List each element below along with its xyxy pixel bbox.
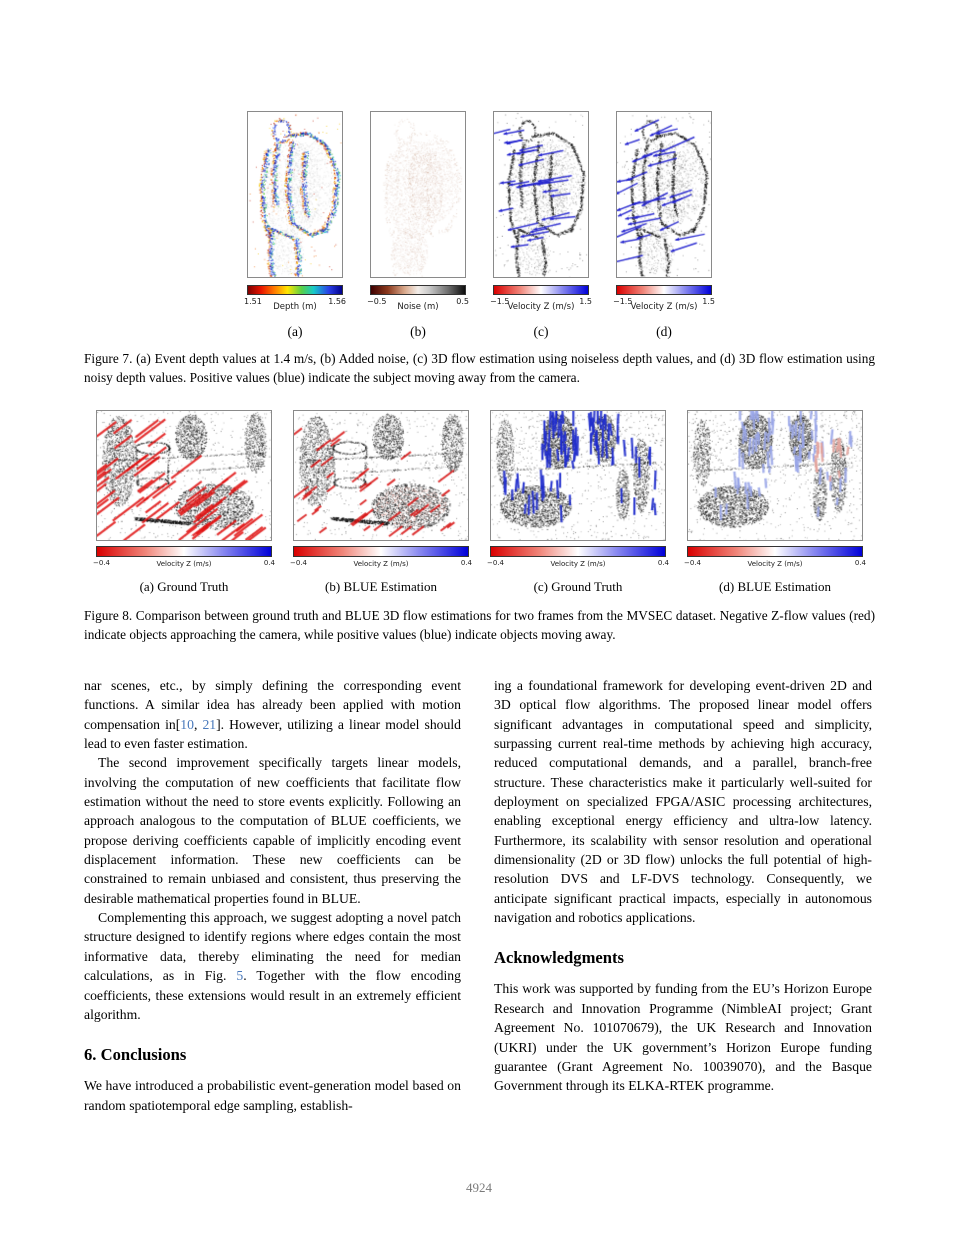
citation-link[interactable]: 21 [202,716,217,732]
page-number: 4924 [466,1180,492,1195]
velocity-colorbar-labels [490,296,592,313]
velocity-colorbar-labels [684,558,866,571]
paragraph [84,908,461,1024]
colorbar-label: Velocity Z (m/s) [507,301,575,312]
figure7-panel-b [367,111,469,340]
depth-colorbar [247,285,343,295]
noise-colorbar [370,285,466,295]
panel-sublabel: (b) [410,323,426,339]
velocity-colorbar [687,546,863,557]
colorbar-label: Noise (m) [397,301,439,312]
noise-image [370,111,466,278]
figure8-caption: Figure 8. Comparison between ground truth and BLUE 3D flow estimations for two frames from the MVSEC dataset. Negative Z-flow values (red) indicate objects approaching the camera, while positive values (blue) indicate objects moving away. [84,608,875,642]
figure7-panel-a [244,111,346,340]
ground-truth-image [490,410,666,541]
figure8 [93,410,866,595]
figure8-panel-d [684,410,866,595]
event-depth-image [247,111,343,278]
ground-truth-image [96,410,272,541]
velocity-colorbar-labels [93,558,275,571]
velocity-colorbar-labels [613,296,715,313]
noise-colorbar-labels [367,296,469,313]
colorbar-min-tick: −0.4 [290,558,307,567]
text-run: . Together with the flow encoding coefficients, these extensions would result in an extremely efficient algorithm. [84,968,461,1022]
panel-sublabel: (a) [287,323,303,339]
text-run: Complementing this approach, we suggest adopting a novel patch structure designed to identify regions where edges contain the most informative data, thereby eliminating the need for median calculations, as in Fig. [84,910,461,984]
panel-sublabel: (d) BLUE Estimation [719,578,831,594]
citation-link[interactable]: 5 [236,968,244,984]
figure7-caption: Figure 7. (a) Event depth values at 1.4 m/s, (b) Added noise, (c) 3D flow estimation using noiseless depth values, and (d) 3D flow estimation using noisy depth values. Positive values (blue) indicate the subject moving away from the camera. [84,351,875,385]
text-run: The second improvement specifically targets linear models, involving the computation of new coefficients that facilitate flow estimation without the need to store events explicitly. Following an approach analogous to the computation of BLUE coefficients, we propose deriving coefficients capable of implicitly encoding event displacement information. These new coefficients can be constrained to remain unbiased and consistent, thus preserving the desirable mathematical properties found in BLUE. [84,755,461,906]
flow-noisy-image [616,111,712,278]
colorbar-max-tick: 0.4 [263,558,275,567]
text-run: We have introduced a probabilistic event-generation model based on random spatiotemporal edge sampling, establish- [84,1078,461,1113]
citation-link[interactable]: 10 [180,716,194,732]
colorbar-max-tick: 0.4 [854,558,866,567]
colorbar-label: Velocity Z (m/s) [353,559,409,568]
velocity-colorbar [493,285,589,295]
figure7 [244,111,715,340]
figure8-panel-c [487,410,669,595]
velocity-colorbar-labels [290,558,472,571]
depth-colorbar-labels [244,296,346,313]
blue-estimation-image [687,410,863,541]
text-run: ing a foundational framework for developing event-driven 2D and 3D optical flow algorithms. The proposed linear model offers significant advantages in computational speed and simplicity, surpassing current real-time methods by achieving high accuracy, reduced computational demands, and a parallel, branch-free structure. These characteristics make it particularly well-suited for deployment on specialized FPGA/ASIC processing architectures, enabling exceptional energy efficiency and ultra-low latency. Furthermore, its scalability with sensor resolution and operational dimensionality (2D or 3D flow) unlocks the full potential of high-resolution DVS and LF-DVS technology. Consequently, we anticipate significant practical impacts, especially in autonomous navigation and robotics applications. [494,678,872,926]
colorbar-min-tick: 1.51 [244,296,262,306]
velocity-colorbar-labels [487,558,669,571]
velocity-colorbar [616,285,712,295]
colorbar-min-tick: −0.4 [93,558,110,567]
text-run: ]. However, utilizing a linear model should lead to even faster estimation. [84,716,461,752]
section-heading: 6. Conclusions [84,1045,187,1065]
velocity-colorbar [96,546,272,557]
colorbar-label: Depth (m) [273,301,317,312]
blue-estimation-image [293,410,469,541]
colorbar-max-tick: 1.56 [328,296,346,306]
left-column [84,676,461,1115]
colorbar-max-tick: 1.5 [702,296,715,306]
section-heading: Acknowledgments [494,948,624,968]
panel-sublabel: (c) [533,323,549,339]
colorbar-max-tick: 0.4 [657,558,669,567]
velocity-colorbar [293,546,469,557]
panel-sublabel: (a) Ground Truth [139,578,229,594]
right-column [494,676,872,1096]
colorbar-max-tick: 1.5 [579,296,592,306]
panel-sublabel: (d) [656,323,672,339]
paragraph [84,1076,461,1115]
figure8-panel-a [93,410,275,595]
colorbar-label: Velocity Z (m/s) [630,301,698,312]
panel-sublabel: (c) Ground Truth [533,578,623,594]
colorbar-max-tick: 0.4 [460,558,472,567]
colorbar-min-tick: −1.5 [490,296,510,306]
paragraph [84,753,461,908]
colorbar-label: Velocity Z (m/s) [550,559,606,568]
text-run: , [193,716,203,732]
figure7-panel-c [490,111,592,340]
paragraph [494,676,872,927]
colorbar-label: Velocity Z (m/s) [156,559,212,568]
colorbar-min-tick: −0.4 [684,558,701,567]
colorbar-min-tick: −1.5 [613,296,633,306]
text-run: nar scenes, etc., by simply defining the corresponding event functions. A similar idea has already been applied with motion compensation in[ [84,678,461,732]
colorbar-label: Velocity Z (m/s) [747,559,803,568]
velocity-colorbar [490,546,666,557]
figure8-panel-b [290,410,472,595]
figure7-panel-d [613,111,715,340]
paragraph [84,676,461,753]
colorbar-min-tick: −0.5 [367,296,387,306]
paragraph [494,979,872,1095]
flow-noiseless-image [493,111,589,278]
colorbar-max-tick: 0.5 [456,296,469,306]
panel-sublabel: (b) BLUE Estimation [325,578,437,594]
text-run: This work was supported by funding from the EU’s Horizon Europe Research and Innovation Programme (NimbleAI project; Grant Agreement No. 101070679), the UK Research and Innovation (UKRI) under the UK government’s Horizon Europe funding guarantee (Grant Agreement No. 10039070), and the Basque Government through its ELKA-RTEK programme. [494,981,872,1094]
colorbar-min-tick: −0.4 [487,558,504,567]
